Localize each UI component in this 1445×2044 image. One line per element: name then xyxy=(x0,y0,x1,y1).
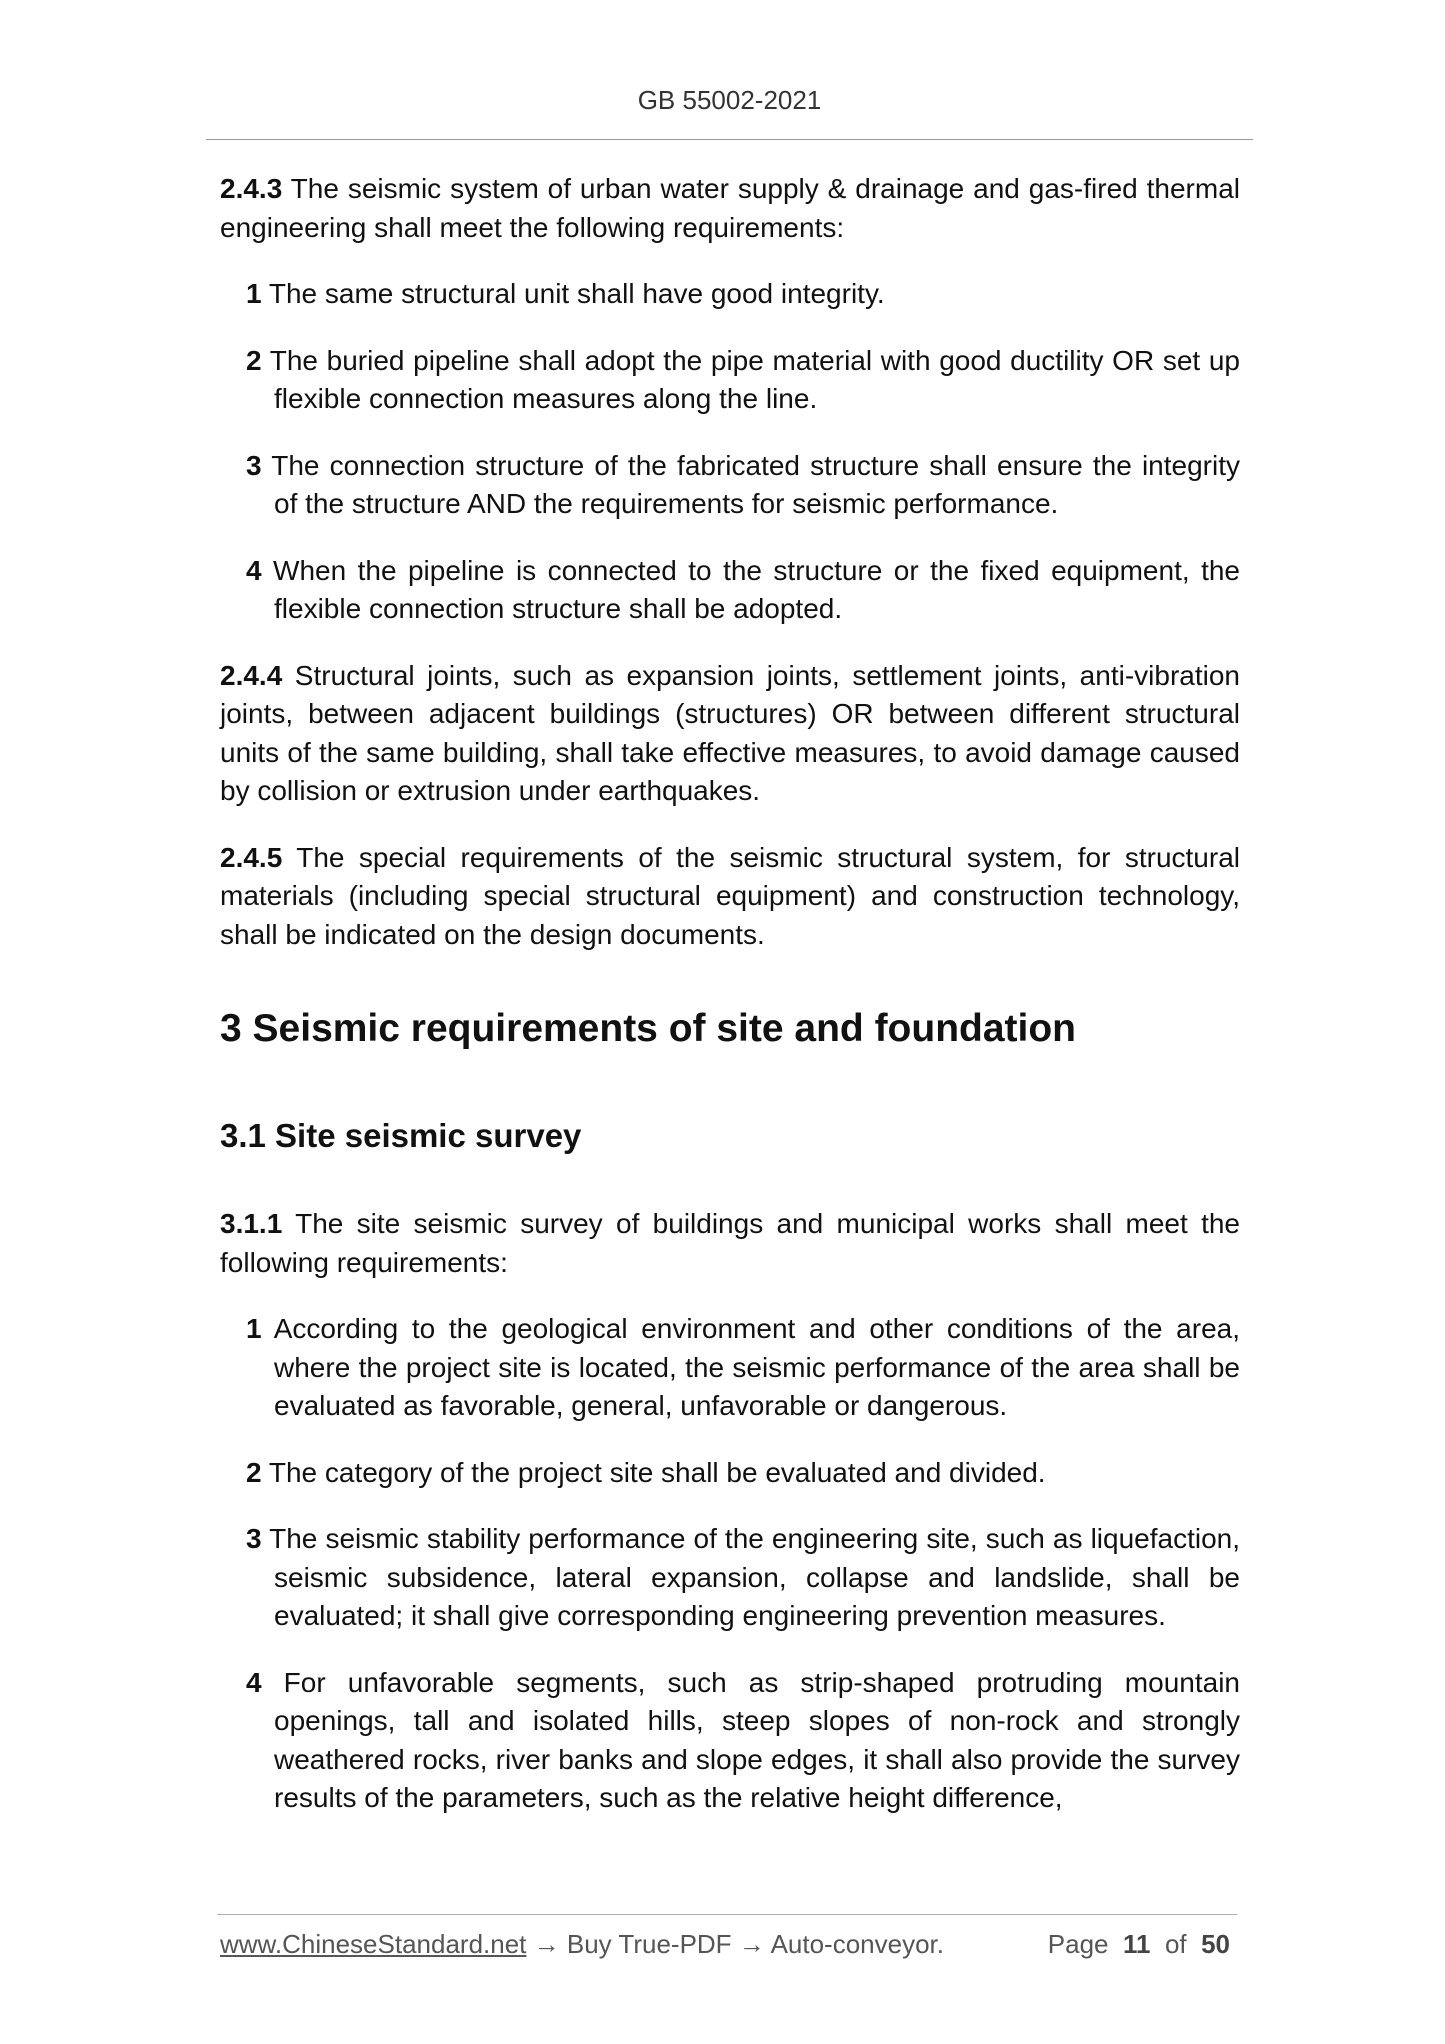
item-number: 3 xyxy=(246,449,262,481)
footer-nav-text: → Buy True-PDF → Auto-conveyor. xyxy=(526,1929,945,1959)
list-item xyxy=(246,342,1240,419)
footer-divider xyxy=(217,1914,1237,1915)
list-item xyxy=(246,1664,1240,1818)
item-text: The category of the project site shall be evaluated and divided. xyxy=(261,1456,1046,1488)
item-number: 4 xyxy=(246,554,262,586)
clause-2-4-4 xyxy=(220,657,1240,811)
page-body xyxy=(220,170,1240,1818)
item-number: 3 xyxy=(246,1523,262,1554)
item-number: 2 xyxy=(246,1456,262,1488)
item-number: 1 xyxy=(246,1313,262,1344)
list-item xyxy=(246,447,1240,524)
clause-number: 2.4.4 xyxy=(220,659,283,691)
list-item xyxy=(246,1520,1240,1636)
list-item xyxy=(246,1310,1240,1426)
list-item xyxy=(246,552,1240,629)
item-text: For unfavorable segments, such as strip-shaped protruding mountain openings, tall and isolated hills, steep slopes of non-rock and strongly weathered rocks, river banks and slope edges, it shall also provide the survey results of the parameters, such as the relative height difference, xyxy=(261,1666,1240,1813)
chapter-heading: 3 Seismic requirements of site and foundation xyxy=(220,1007,1077,1050)
item-text: The same structural unit shall have good integrity. xyxy=(261,278,885,309)
list-item xyxy=(246,275,1240,314)
clause-number: 2.4.5 xyxy=(220,841,283,873)
list-item xyxy=(246,1454,1240,1493)
page-header: GB 55002-2021 xyxy=(637,85,822,115)
clause-number: 3.1.1 xyxy=(220,1208,283,1239)
page-total: 50 xyxy=(1201,1929,1230,1959)
clause-3-1-1 xyxy=(220,1205,1240,1282)
item-number: 2 xyxy=(246,344,262,376)
item-number: 1 xyxy=(246,278,262,309)
item-number: 4 xyxy=(246,1666,262,1698)
clause-text: The seismic system of urban water supply & drainage and gas-fired thermal engineering shall meet the following requirements: xyxy=(220,173,1240,243)
clause-text: Structural joints, such as expansion joints, settlement joints, anti-vibration joints, between adjacent buildings (structures) OR between different structural units of the same building, shall take effective measures, to avoid damage caused by collision or extrusion under earthquakes. xyxy=(220,659,1240,806)
page-indicator xyxy=(1048,1929,1230,1960)
header-divider xyxy=(206,139,1253,140)
of-label: of xyxy=(1164,1929,1187,1959)
item-text: The buried pipeline shall adopt the pipe material with good ductility OR set up flexible connection measures along the line. xyxy=(261,344,1240,414)
website-link[interactable]: www.ChineseStandard.net xyxy=(220,1929,527,1959)
item-text: The seismic stability performance of the engineering site, such as liquefaction, seismic subsidence, lateral expansion, collapse and landslide, shall be evaluated; it shall give corresponding engineering prevention measures. xyxy=(261,1523,1240,1631)
page-number: 11 xyxy=(1122,1929,1151,1959)
clause-text: The special requirements of the seismic structural system, for structural materials (including special structural equipment) and construction technology, shall be indicated on the design documents. xyxy=(220,841,1240,950)
clause-2-4-3 xyxy=(220,170,1240,247)
item-text: The connection structure of the fabricated structure shall ensure the integrity of the structure AND the requirements for seismic performance. xyxy=(261,449,1240,519)
item-text: When the pipeline is connected to the structure or the fixed equipment, the flexible connection structure shall be adopted. xyxy=(261,554,1240,624)
section-heading: 3.1 Site seismic survey xyxy=(220,1117,582,1154)
footer-links xyxy=(220,1929,944,1960)
clause-number: 2.4.3 xyxy=(220,173,283,204)
item-text: According to the geological environment and other conditions of the area, where the project site is located, the seismic performance of the area shall be evaluated as favorable, general, unfavorable or dangerous. xyxy=(261,1313,1240,1421)
clause-2-4-5 xyxy=(220,839,1240,955)
page-label: Page xyxy=(1047,1929,1109,1959)
clause-text: The site seismic survey of buildings and municipal works shall meet the following requirements: xyxy=(220,1208,1240,1278)
